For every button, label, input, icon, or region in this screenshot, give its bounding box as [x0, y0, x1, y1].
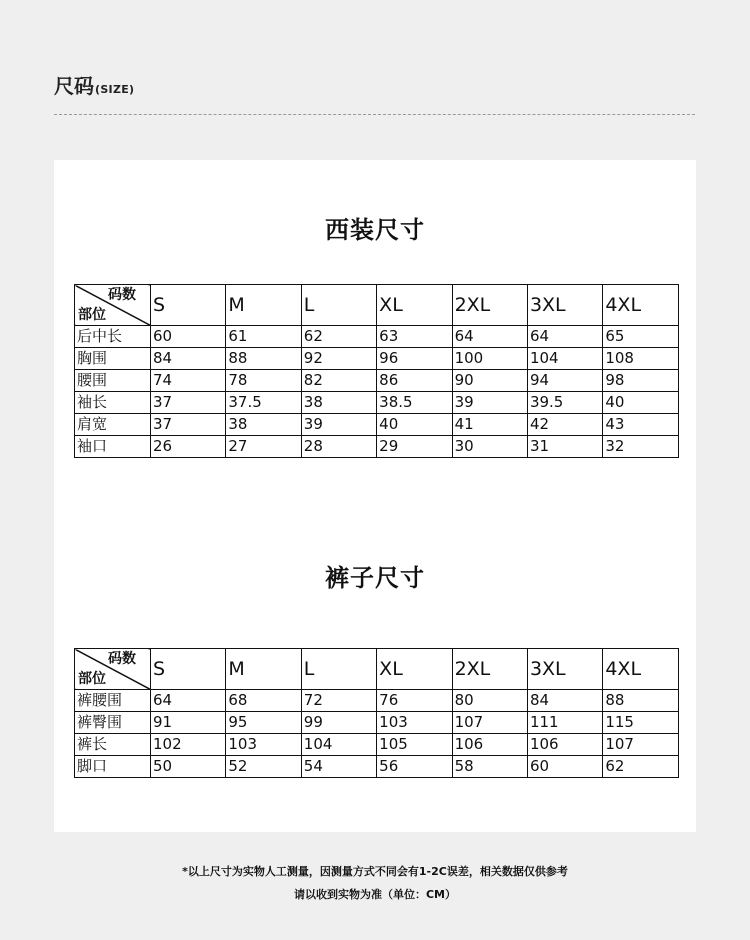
measurement-cell: 106: [452, 734, 527, 756]
measurement-cell: 88: [226, 348, 301, 370]
measurement-cell: 30: [452, 436, 527, 458]
measurement-cell: 96: [377, 348, 452, 370]
measurement-cell: 40: [377, 414, 452, 436]
size-header-cell: M: [226, 285, 301, 326]
measurement-cell: 100: [452, 348, 527, 370]
measurement-cell: 80: [452, 690, 527, 712]
corner-size-label: 码数: [108, 287, 136, 303]
size-header-subtitle: (SIZE): [95, 83, 135, 96]
measurement-cell: 65: [603, 326, 678, 348]
measurement-cell: 56: [377, 756, 452, 778]
measurement-cell: 95: [226, 712, 301, 734]
measurement-cell: 58: [452, 756, 527, 778]
row-label-cell: 袖口: [75, 436, 151, 458]
measurement-cell: 27: [226, 436, 301, 458]
size-header-cell: 4XL: [603, 285, 678, 326]
measurement-cell: 78: [226, 370, 301, 392]
measurement-cell: 102: [151, 734, 226, 756]
measurement-cell: 76: [377, 690, 452, 712]
measurement-cell: 28: [301, 436, 376, 458]
corner-size-label: 码数: [108, 651, 136, 667]
measurement-cell: 104: [301, 734, 376, 756]
table-row: [75, 436, 679, 458]
row-label-cell: 后中长: [75, 326, 151, 348]
table-row: [75, 756, 679, 778]
measurement-cell: 39.5: [527, 392, 602, 414]
measurement-cell: 111: [527, 712, 602, 734]
measurement-cell: 37.5: [226, 392, 301, 414]
corner-part-label: 部位: [78, 307, 106, 323]
measurement-cell: 115: [603, 712, 678, 734]
measurement-cell: 26: [151, 436, 226, 458]
size-header-cell: 4XL: [603, 649, 678, 690]
measurement-cell: 32: [603, 436, 678, 458]
row-label-cell: 胸围: [75, 348, 151, 370]
measurement-cell: 103: [226, 734, 301, 756]
row-label-cell: 腰围: [75, 370, 151, 392]
measurement-cell: 38.5: [377, 392, 452, 414]
row-label-cell: 裤长: [75, 734, 151, 756]
measurement-cell: 105: [377, 734, 452, 756]
footnote-unit: 请以收到实物为准（单位：CM）: [293, 888, 457, 901]
header-row: [75, 285, 679, 326]
measurement-cell: 43: [603, 414, 678, 436]
table-row: [75, 348, 679, 370]
size-header-cell: 2XL: [452, 649, 527, 690]
measurement-cell: 62: [301, 326, 376, 348]
measurement-cell: 60: [151, 326, 226, 348]
size-header-cell: 3XL: [527, 285, 602, 326]
measurement-cell: 74: [151, 370, 226, 392]
dashed-divider: [54, 114, 695, 115]
row-label-cell: 脚口: [75, 756, 151, 778]
table-row: [75, 690, 679, 712]
measurement-cell: 50: [151, 756, 226, 778]
measurement-cell: 62: [603, 756, 678, 778]
measurement-cell: 98: [603, 370, 678, 392]
header-row: [75, 649, 679, 690]
measurement-cell: 54: [301, 756, 376, 778]
measurement-cell: 103: [377, 712, 452, 734]
measurement-cell: 63: [377, 326, 452, 348]
table-row: [75, 414, 679, 436]
measurement-cell: 84: [527, 690, 602, 712]
suit-size-table: [74, 284, 679, 458]
table-row: [75, 392, 679, 414]
measurement-cell: 90: [452, 370, 527, 392]
size-header-cell: S: [151, 649, 226, 690]
measurement-cell: 68: [226, 690, 301, 712]
row-label-cell: 袖长: [75, 392, 151, 414]
measurement-cell: 91: [151, 712, 226, 734]
corner-header-cell: [75, 649, 151, 690]
size-chart-card: [54, 160, 696, 832]
size-header-cell: L: [301, 649, 376, 690]
measurement-cell: 82: [301, 370, 376, 392]
measurement-cell: 41: [452, 414, 527, 436]
measurement-cell: 39: [301, 414, 376, 436]
measurement-cell: 52: [226, 756, 301, 778]
suit-size-title: 西装尺寸: [325, 216, 425, 244]
footnote-disclaimer: *以上尺寸为实物人工测量，因测量方式不同会有1-2C误差，相关数据仅供参考: [182, 865, 568, 878]
measurement-cell: 106: [527, 734, 602, 756]
row-label-cell: 裤腰围: [75, 690, 151, 712]
size-header-title: 尺码: [54, 74, 94, 98]
measurement-cell: 64: [151, 690, 226, 712]
measurement-cell: 37: [151, 392, 226, 414]
measurement-cell: 42: [527, 414, 602, 436]
size-header-cell: XL: [377, 285, 452, 326]
size-header-cell: L: [301, 285, 376, 326]
measurement-cell: 107: [452, 712, 527, 734]
measurement-cell: 38: [226, 414, 301, 436]
size-header-cell: M: [226, 649, 301, 690]
measurement-cell: 31: [527, 436, 602, 458]
size-header-cell: XL: [377, 649, 452, 690]
measurement-cell: 38: [301, 392, 376, 414]
table-row: [75, 734, 679, 756]
measurement-cell: 72: [301, 690, 376, 712]
measurement-cell: 88: [603, 690, 678, 712]
table-row: [75, 712, 679, 734]
table-row: [75, 326, 679, 348]
measurement-cell: 94: [527, 370, 602, 392]
measurement-cell: 108: [603, 348, 678, 370]
size-header-cell: 3XL: [527, 649, 602, 690]
measurement-cell: 84: [151, 348, 226, 370]
measurement-cell: 39: [452, 392, 527, 414]
measurement-cell: 40: [603, 392, 678, 414]
measurement-cell: 107: [603, 734, 678, 756]
size-header: [54, 70, 134, 99]
size-header-cell: 2XL: [452, 285, 527, 326]
measurement-cell: 37: [151, 414, 226, 436]
row-label-cell: 肩宽: [75, 414, 151, 436]
measurement-cell: 99: [301, 712, 376, 734]
measurement-cell: 60: [527, 756, 602, 778]
measurement-cell: 86: [377, 370, 452, 392]
corner-part-label: 部位: [78, 671, 106, 687]
measurement-cell: 92: [301, 348, 376, 370]
measurement-cell: 61: [226, 326, 301, 348]
measurement-cell: 64: [527, 326, 602, 348]
row-label-cell: 裤臀围: [75, 712, 151, 734]
corner-header-cell: [75, 285, 151, 326]
pants-size-title: 裤子尺寸: [325, 564, 425, 592]
size-header-cell: S: [151, 285, 226, 326]
pants-size-table: [74, 648, 679, 778]
measurement-cell: 64: [452, 326, 527, 348]
measurement-cell: 104: [527, 348, 602, 370]
measurement-cell: 29: [377, 436, 452, 458]
table-row: [75, 370, 679, 392]
